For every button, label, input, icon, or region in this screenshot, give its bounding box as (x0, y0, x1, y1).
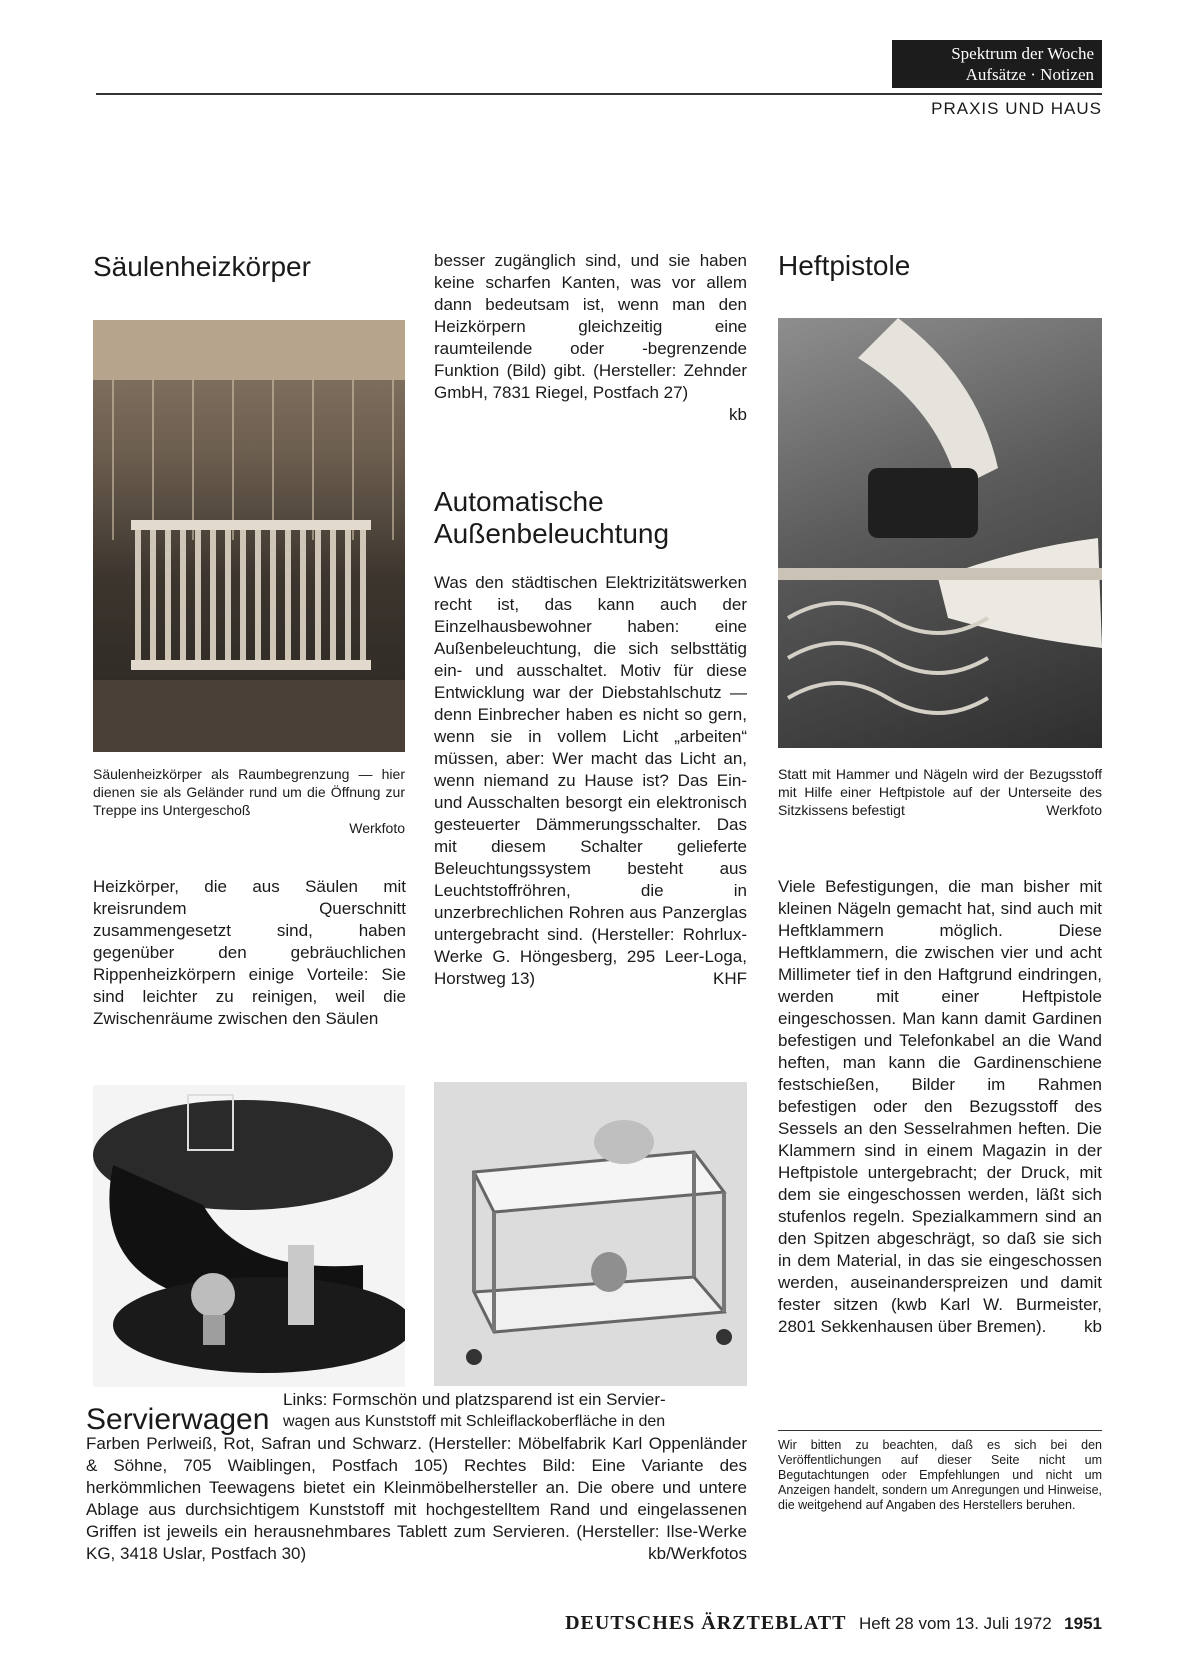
aussenbeleuchtung-body-text: Was den städtischen Elektrizitätswerken recht ist, das kann auch der Einzelhausbewohner haben: eine Außenbeleuchtung, die sich selbsttätig ein- und ausschaltet. Motiv für diese Entwicklung war der Diebstahlschutz — denn Einbrecher haben es nicht so gern, wenn sie in vollem Licht „arbeiten“ müssen, aber: Wer macht das Licht an, wenn niemand zu Hause ist? Das Ein- und Ausschalten besorgt ein elektronisch gesteuerter Dämmerungsschalter. Das mit diesem Schalter gelieferte Beleuchtungssystem besteht aus Leuchtstoffröhren, die in unzerbrechlichen Rohren aus Panzerglas untergebracht sind. (Hersteller: Rohrlux-Werke G. Höngesberg, 295 Leer-Loga, Horstweg 13) (434, 573, 747, 988)
issue-info: Heft 28 vom 13. Juli 1972 (858, 1614, 1052, 1633)
tea-trolley-illustration (434, 1082, 747, 1386)
staple-gun-illustration (778, 318, 1102, 748)
notice-rule (778, 1430, 1102, 1431)
servierwagen-intro-line-1: Links: Formschön und platzsparend ist ein Servier- (283, 1390, 666, 1409)
article-body-saeulenheizkoerper-continued (434, 250, 747, 426)
article-title-saeulenheizkoerper: Säulenheizkörper (93, 251, 311, 282)
staple-gun-photo (778, 318, 1102, 748)
page-number: 1951 (1064, 1614, 1102, 1633)
servierwagen-body-text: Farben Perlweiß, Rot, Safran und Schwarz. (Hersteller: Möbelfabrik Karl Oppenländer & Söhne, 705 Waiblingen, Postfach 105) Rechtes Bild: Eine Variante des herkömmlichen Teewagens bietet ein Kleinmöbelhersteller an. Die obere und untere Ablage aus durchsichtigem Kunststoff mit hochgestelltem Rand und eingelassenen Griffen ist jeweils ein herausnehmbares Tablett zum Servieren. (Hersteller: Ilse-Werke KG, 3418 Uslar, Postfach 30) (86, 1434, 747, 1563)
header-rule (96, 93, 1102, 95)
staple-gun-caption-credit: Werkfoto (1046, 802, 1102, 818)
staple-gun-caption (778, 765, 1102, 819)
aussenbeleuchtung-title-line-2: Außenbeleuchtung (434, 518, 670, 549)
staple-gun-caption-text: Statt mit Hammer und Nägeln wird der Bezugsstoff mit Hilfe einer Heftpistole auf der Unterseite des Sitzkissens befestigt (778, 766, 1102, 818)
article-body-saeulenheizkoerper (93, 876, 406, 1030)
radiator-caption-credit: Werkfoto (349, 820, 405, 836)
footer (565, 1612, 1102, 1635)
radiator-photo (93, 320, 405, 752)
aussenbeleuchtung-signature: KHF (713, 969, 747, 988)
plastic-side-table-photo (93, 1085, 405, 1387)
aussenbeleuchtung-title-line-1: Automatische (434, 486, 604, 517)
rubric-badge (892, 40, 1102, 88)
servierwagen-intro-line-2: wagen aus Kunststoff mit Schleiflackoberfläche in den (283, 1413, 666, 1430)
radiator-caption (93, 765, 405, 837)
article-title-heftpistole: Heftpistole (778, 250, 911, 281)
article-title-servierwagen: Servierwagen (86, 1403, 270, 1436)
radiator-body-continued-text: besser zugänglich sind, und sie haben keine scharfen Kanten, was vor allem dann bedeutsam ist, wenn man den Heizkörpern gleichzeitig eine raumteilende oder -begrenzende Funktion (Bild) gibt. (Hersteller: Zehnder GmbH, 7831 Riegel, Postfach 27) (434, 251, 747, 402)
tea-trolley-photo (434, 1082, 747, 1386)
rubric-line-1: Spektrum der Woche (951, 44, 1094, 63)
radiator-caption-text: Säulenheizkörper als Raumbegrenzung — hier dienen sie als Geländer rund um die Öffnung zur Treppe ins Untergeschoß (93, 766, 405, 818)
radiator-body-text: Heizkörper, die aus Säulen mit kreisrundem Querschnitt zusammengesetzt sind, haben gegenüber den gebräuchlichen Rippenheizkörpern einige Vorteile: Sie sind leichter zu reinigen, weil die Zwischenräume zwischen den Säulen (93, 877, 406, 1028)
radiator-signature: kb (729, 405, 747, 424)
side-table-illustration (93, 1085, 405, 1387)
article-body-aussenbeleuchtung (434, 572, 747, 990)
heftpistole-signature: kb (1084, 1317, 1102, 1336)
article-body-heftpistole (778, 876, 1102, 1338)
journal-name: DEUTSCHES ÄRZTEBLATT (565, 1612, 847, 1634)
article-title-aussenbeleuchtung (434, 486, 669, 550)
radiator-illustration (93, 320, 405, 752)
rubric-line-2: Aufsätze · Notizen (965, 65, 1094, 84)
article-body-servierwagen (86, 1433, 747, 1565)
heftpistole-body-text: Viele Befestigungen, die man bisher mit kleinen Nägeln gemacht hat, sind auch mit Heftklammern möglich. Diese Heftklammern, die zwischen vier und acht Millimeter tief in den Haftgrund eindringen, werden mit einer Heftpistole eingeschossen. Man kann damit Gardinen befestigen und Telefonkabel an die Wand heften, man kann die Gardinenschiene festschießen, Bilder im Rahmen befestigen oder den Bezugsstoff des Sessels an den Sesselrahmen heften. Die Klammern sind in einem Magazin in der Heftpistole untergebracht; der Druck, mit dem sie eingeschossen werden, läßt sich stufenlos regeln. Spezialkammern sind an den Spitzen abgeschrägt, so daß sie sich in dem Material, in das sie eingeschossen werden, auseinanderspreizen und damit fester sitzen (kwb Karl W. Burmeister, 2801 Sekkenhausen über Bremen). (778, 877, 1102, 1336)
disclaimer-notice: Wir bitten zu beachten, daß es sich bei den Veröffentlichungen auf dieser Seite nicht um Begutachtungen oder Empfehlungen und nicht um Anzeigen handelt, sondern um Anregungen und Hinweise, die weitgehend auf Angaben des Herstellers beruhen. (778, 1438, 1102, 1512)
section-label: PRAXIS UND HAUS (931, 99, 1102, 118)
servierwagen-signature: kb/Werkfotos (648, 1544, 747, 1563)
